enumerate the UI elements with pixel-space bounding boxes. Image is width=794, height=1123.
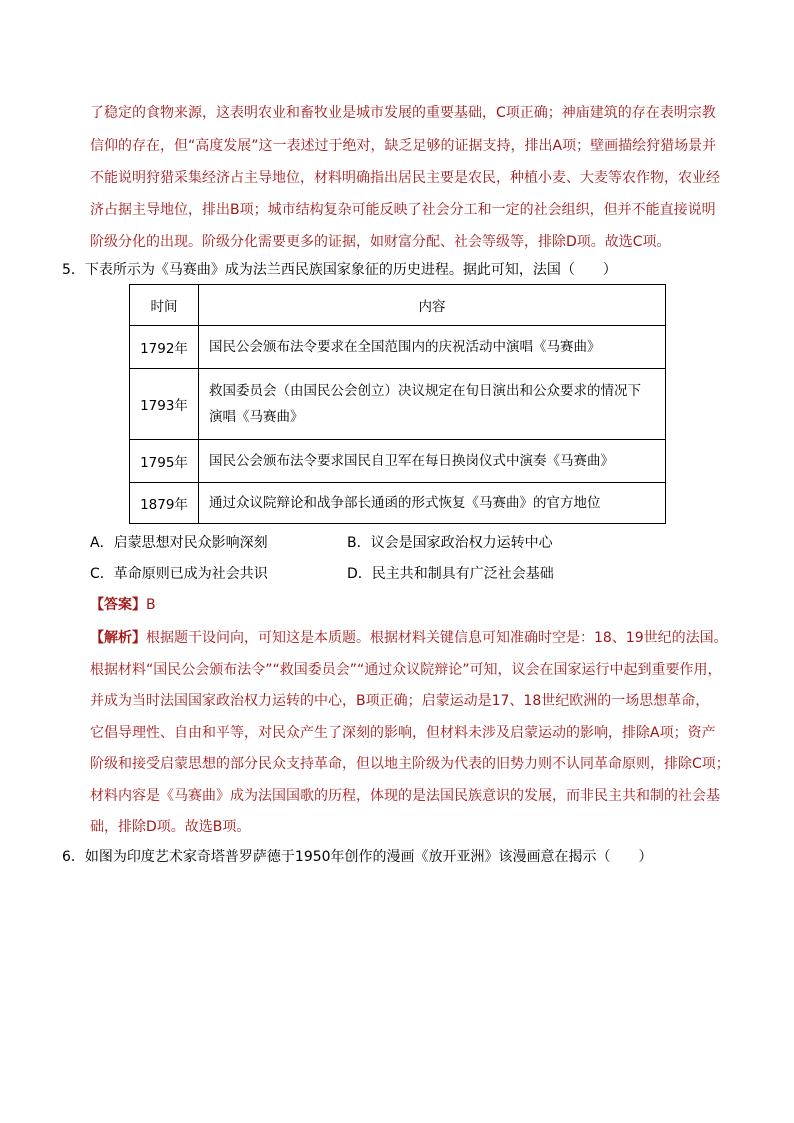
option-c: C．革命原则已成为社会共识 bbox=[90, 566, 268, 582]
table-row bbox=[130, 369, 666, 440]
analysis-first-line bbox=[90, 628, 728, 648]
table-row bbox=[130, 483, 666, 524]
table-cell-content: 救国委员会（由国民公会创立）决议规定在旬日演出和公众要求的情况下演唱《马赛曲》 bbox=[199, 369, 666, 440]
analysis-line: 不能说明狩猎采集经济占主导地位，材料明确指出居民主要是农民，种植小麦、大麦等农作物，农业经 bbox=[90, 170, 720, 186]
table-row bbox=[130, 326, 666, 369]
analysis-line: 材料内容是《马赛曲》成为法国国歌的历程，体现的是法国民族意识的发展，而非民主共和制的社会基 bbox=[90, 788, 720, 804]
analysis-line: 础，排除D项。故选B项。 bbox=[90, 819, 251, 835]
table-row bbox=[130, 440, 666, 483]
table-header-time: 时间 bbox=[130, 285, 199, 326]
table-cell-year: 1879年 bbox=[130, 483, 199, 524]
answer-line bbox=[90, 595, 156, 615]
table-header-content: 内容 bbox=[199, 285, 666, 326]
analysis-line: 济占据主导地位，排出B项；城市结构复杂可能反映了社会分工和一定的社会组织，但并不能直接说明 bbox=[90, 202, 716, 218]
analysis-label: 【解析】 bbox=[90, 630, 146, 646]
answer-value: B bbox=[146, 597, 156, 613]
answer-label: 【答案】 bbox=[90, 597, 146, 613]
option-a: A．启蒙思想对民众影响深刻 bbox=[90, 535, 268, 551]
table-cell-year: 1792年 bbox=[130, 326, 199, 369]
table-header-row bbox=[130, 285, 666, 326]
analysis-line: 信仰的存在，但“高度发展”这一表述过于绝对，缺乏足够的证据支持，排出A项；壁画描绘狩猎场景并 bbox=[90, 138, 717, 154]
analysis-line: 阶级分化的出现。阶级分化需要更多的证据，如财富分配、社会等级等，排除D项。故选C项。 bbox=[90, 234, 671, 250]
analysis-line: 根据材料“国民公会颁布法令”“救国委员会”“通过众议院辩论”可知，议会在国家运行中起到重要作用， bbox=[90, 662, 722, 678]
option-b: B．议会是国家政治权力运转中心 bbox=[347, 535, 553, 551]
table-cell-year: 1795年 bbox=[130, 440, 199, 483]
history-table bbox=[129, 284, 666, 524]
analysis-line: 它倡导理性、自由和平等，对民众产生了深刻的影响，但材料未涉及启蒙运动的影响，排除A项；资产 bbox=[90, 725, 716, 741]
analysis-text: 根据题干设问向，可知这是本质题。根据材料关键信息可知准确时空是：18、19世纪的法国。 bbox=[146, 630, 728, 646]
question-5-stem: 5．下表所示为《马赛曲》成为法兰西民族国家象征的历史进程。据此可知，法国（ ） bbox=[62, 262, 617, 278]
question-6-stem: 6．如图为印度艺术家奇塔普罗萨德于1950年创作的漫画《放开亚洲》该漫画意在揭示（ ） bbox=[62, 849, 653, 865]
table-cell-year: 1793年 bbox=[130, 369, 199, 440]
analysis-line: 了稳定的食物来源，这表明农业和畜牧业是城市发展的重要基础，C项正确；神庙建筑的存在表明宗教 bbox=[90, 105, 716, 121]
table-cell-content: 国民公会颁布法令要求在全国范围内的庆祝活动中演唱《马赛曲》 bbox=[199, 326, 666, 369]
analysis-line: 并成为当时法国国家政治权力运转的中心，B项正确；启蒙运动是17、18世纪欧洲的一场思想革命， bbox=[90, 693, 710, 709]
table-cell-content: 国民公会颁布法令要求国民自卫军在每日换岗仪式中演奏《马赛曲》 bbox=[199, 440, 666, 483]
analysis-line: 阶级和接受启蒙思想的部分民众支持革命，但以地主阶级为代表的旧势力则不认同革命原则，排除C项； bbox=[90, 756, 730, 772]
option-d: D．民主共和制具有广泛社会基础 bbox=[347, 566, 554, 582]
table-cell-content: 通过众议院辩论和战争部长通函的形式恢复《马赛曲》的官方地位 bbox=[199, 483, 666, 524]
